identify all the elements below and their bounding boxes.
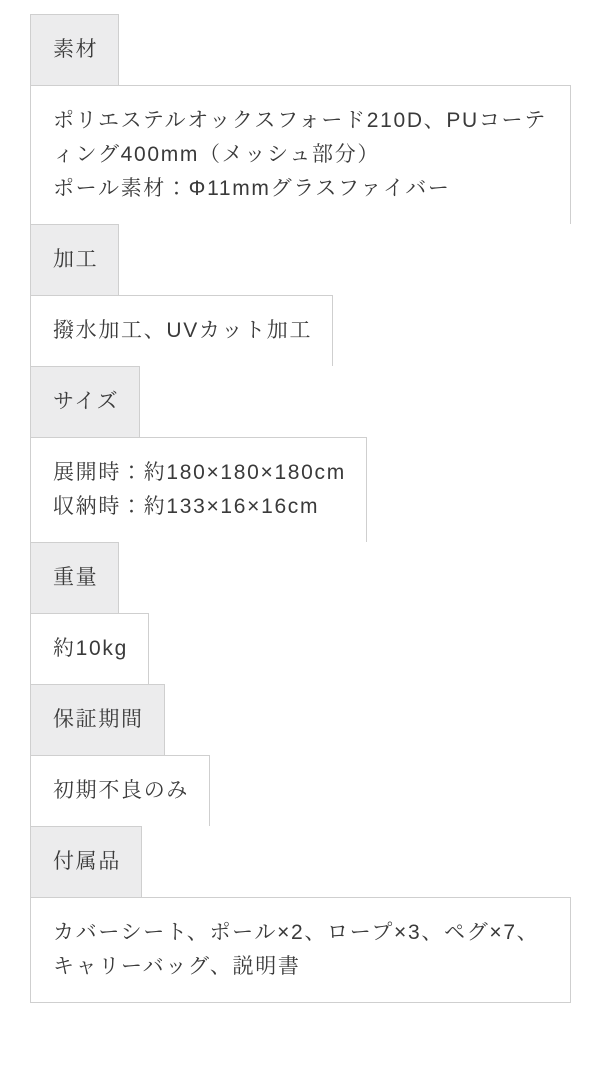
spec-value-line: カバーシート、ポール×2、ロープ×3、ペグ×7、キャリーバッグ、説明書 — [53, 921, 540, 979]
specification-table — [30, 14, 571, 1003]
table-row — [30, 14, 571, 85]
spec-header-text: 素材 — [53, 38, 99, 61]
table-row — [30, 437, 571, 542]
spec-header-cell — [31, 15, 119, 86]
spec-value-line: 約10kg — [53, 637, 128, 661]
spec-header-text: 加工 — [53, 248, 99, 272]
spec-header-cell — [31, 827, 142, 898]
specification-table-body — [30, 14, 571, 1003]
spec-value-cell — [31, 614, 149, 685]
table-row — [30, 542, 571, 613]
spec-value-cell — [31, 296, 333, 367]
table-row — [30, 755, 571, 826]
spec-value-line: 初期不良のみ — [53, 779, 190, 803]
spec-value-cell — [31, 898, 571, 1003]
table-row — [30, 613, 571, 684]
table-row — [30, 897, 571, 1003]
table-row — [30, 684, 571, 755]
spec-value-cell — [31, 756, 210, 827]
spec-header-cell — [31, 225, 119, 296]
spec-header-text: 保証期間 — [53, 708, 144, 732]
table-row — [30, 295, 571, 366]
spec-value-line: 展開時：約180×180×180cm — [53, 461, 346, 485]
table-row — [30, 366, 571, 437]
spec-value-line: ポリエステルオックスフォード210D、PUコーティング400mm（メッシュ部分） — [53, 109, 547, 167]
spec-value-line: 撥水加工、UVカット加工 — [53, 319, 313, 343]
spec-header-cell — [31, 685, 165, 756]
table-row — [30, 224, 571, 295]
spec-value-line: ポール素材：Φ11mmグラスファイバー — [53, 177, 451, 201]
spec-header-cell — [31, 367, 140, 438]
spec-header-text: 付属品 — [53, 850, 122, 874]
table-row — [30, 85, 571, 224]
spec-header-cell — [31, 543, 119, 614]
spec-header-text: サイズ — [53, 390, 120, 414]
spec-header-text: 重量 — [53, 566, 99, 590]
spec-value-cell — [31, 86, 571, 225]
spec-value-line: 収納時：約133×16×16cm — [53, 495, 320, 519]
spec-value-cell — [31, 438, 367, 543]
table-row — [30, 826, 571, 897]
